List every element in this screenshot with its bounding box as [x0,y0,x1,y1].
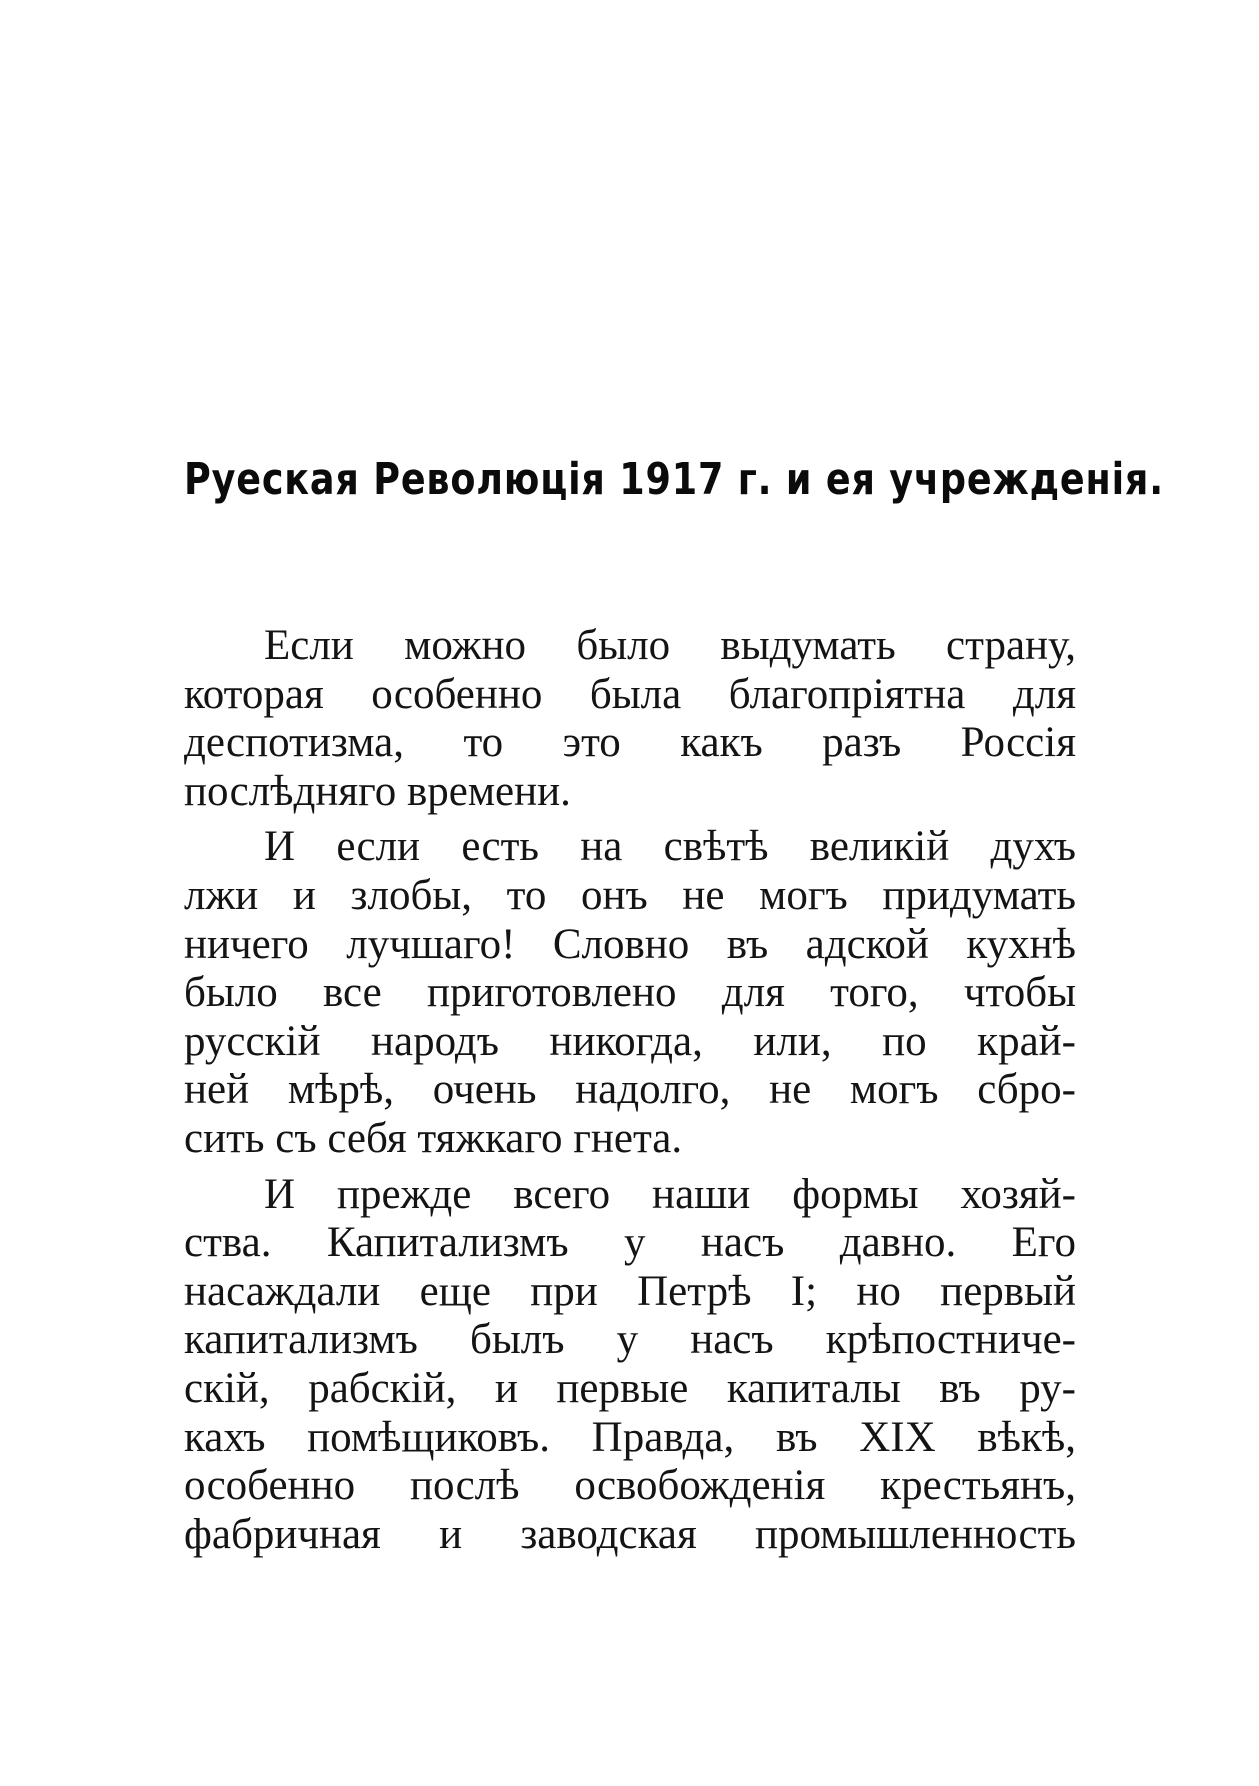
paragraph-2 [184,823,1076,1163]
text-line: лжи и злобы, то онъ не могъ придумать [184,871,1076,919]
text-line: особенно послѣ освобожденія крестьянъ, [184,1462,1076,1510]
text-line: деспотизма, то это какъ разъ Россія [184,719,1076,767]
text-line: фабричная и заводская промышленность [184,1510,1076,1558]
paragraph-1 [184,622,1076,816]
text-line: Если можно было выдумать страну, [264,622,1076,669]
text-line: И прежде всего наши формы хозяй- [264,1170,1076,1218]
paragraph-3 [184,1171,1076,1560]
text-line: ней мѣрѣ, очень надолго, не могъ сбро- [184,1066,1076,1114]
text-line: кахъ помѣщиковъ. Правда, въ XIX вѣкѣ, [184,1413,1076,1461]
text-line: русскій народъ никогда, или, по край- [184,1017,1076,1065]
text-line: ства. Капитализмъ у насъ давно. Его [184,1219,1076,1267]
text-line: ничего лучшаго! Словно въ адской кухнѣ [184,920,1076,968]
text-line: И если есть на свѣтѣ великій духъ [264,823,1076,871]
text-line: скій, рабскій, и первые капиталы въ ру- [184,1364,1076,1412]
text-line: сить съ себя тяжкаго гнета. [184,1114,683,1162]
text-line: послѣдняго времени. [184,767,571,815]
text-line: насаждали еще при Петрѣ I; но первый [184,1267,1076,1315]
chapter-title: Руеская Революція 1917 г. и ея учрежденія. [184,454,1164,505]
body-text [184,622,1076,1559]
text-line: было все приготовлено для того, чтобы [184,969,1076,1017]
text-line: капитализмъ былъ у насъ крѣпостниче- [184,1316,1076,1364]
text-line: которая особенно была благопріятна для [184,670,1076,718]
